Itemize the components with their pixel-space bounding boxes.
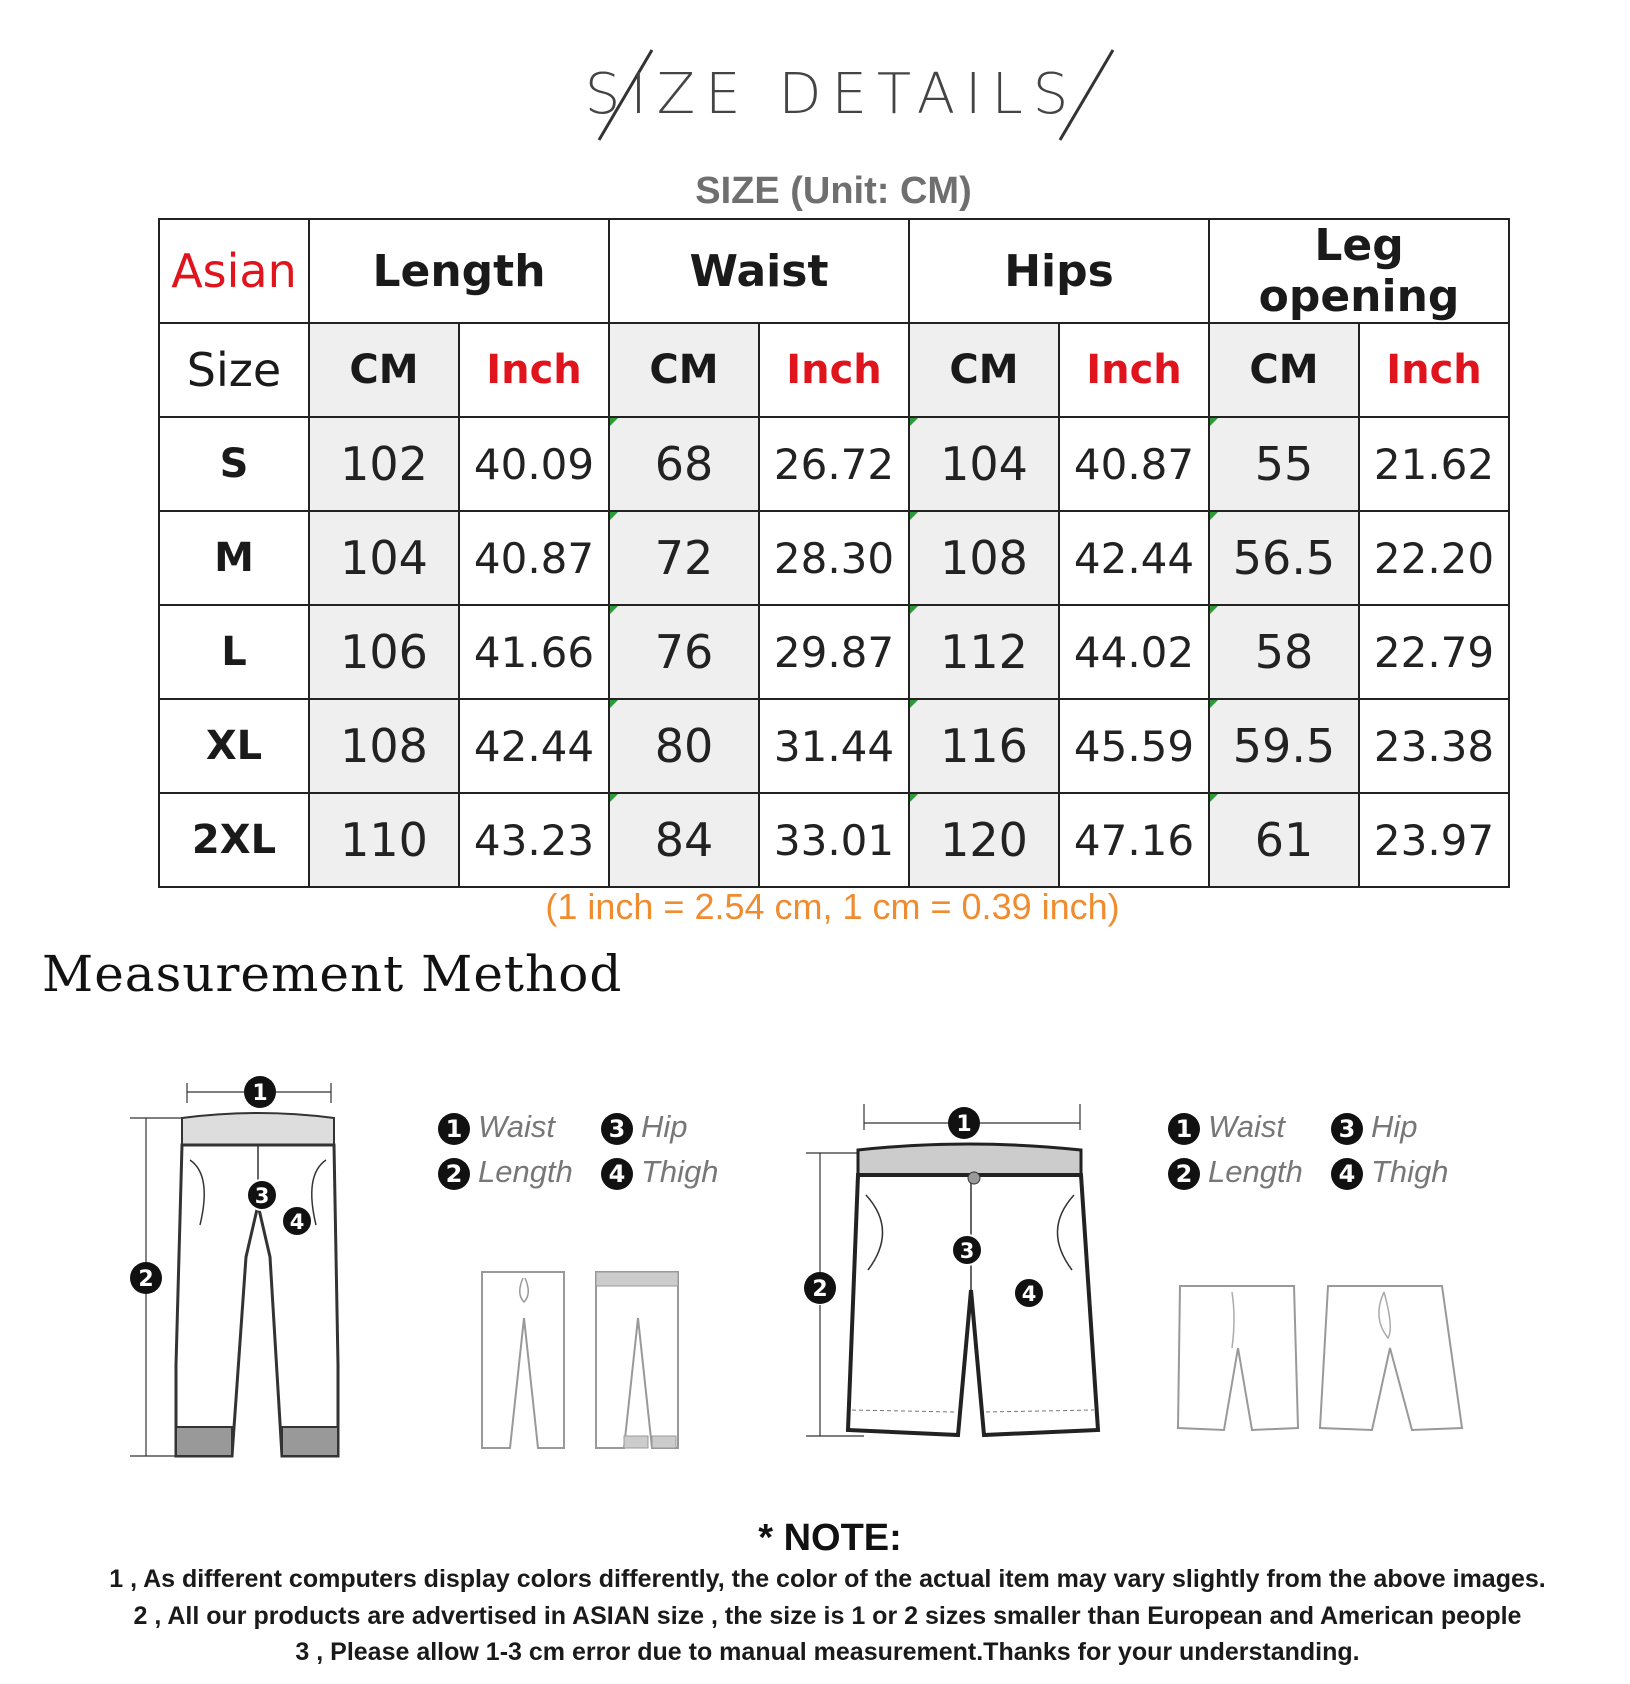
table-subheader-row — [159, 323, 1509, 417]
leg-opening-inch: 22.20 — [1359, 511, 1509, 605]
shorts-legend — [1168, 1109, 1468, 1199]
length-inch: 43.23 — [459, 793, 609, 887]
note-line-1: 1 , As different computers display colors differently, the color of the actual item may vary slightly from the above images. — [109, 1565, 1546, 1593]
waist-cm: 72 — [609, 511, 759, 605]
row-size-label: S — [159, 417, 309, 511]
waist-inch: 31.44 — [759, 699, 909, 793]
hips-inch: 40.87 — [1059, 417, 1209, 511]
length-cm: 106 — [309, 605, 459, 699]
subheader-inch: Inch — [759, 323, 909, 417]
table-row — [159, 417, 1509, 511]
row-size-label: L — [159, 605, 309, 699]
length-cm: 102 — [309, 417, 459, 511]
table-row — [159, 699, 1509, 793]
hips-cm: 104 — [909, 417, 1059, 511]
marker-4-icon — [1014, 1278, 1044, 1308]
hips-inch: 44.02 — [1059, 605, 1209, 699]
marker-2-icon — [130, 1262, 162, 1294]
measurement-method-title: Measurement Method — [42, 945, 623, 1003]
table-row — [159, 793, 1509, 887]
header-asian: Asian — [159, 219, 309, 323]
row-size-label: 2XL — [159, 793, 309, 887]
pants-thumbnails — [476, 1268, 686, 1458]
leg-opening-inch: 21.62 — [1359, 417, 1509, 511]
hips-inch: 47.16 — [1059, 793, 1209, 887]
legend-waist: 1 Waist — [438, 1109, 555, 1145]
hips-inch: 42.44 — [1059, 511, 1209, 605]
svg-text:4: 4 — [1021, 1282, 1037, 1306]
length-cm: 110 — [309, 793, 459, 887]
table-header-row — [159, 219, 1509, 323]
unit-title: SIZE (Unit: CM) — [695, 170, 972, 212]
size-details-header — [0, 40, 1630, 150]
conversion-note: (1 inch = 2.54 cm, 1 cm = 0.39 inch) — [545, 886, 1120, 927]
header-size: Size — [159, 323, 309, 417]
note-title: * NOTE: — [758, 1517, 902, 1559]
pants-legend — [438, 1109, 738, 1199]
shorts-measurement-diagram — [798, 1100, 1113, 1445]
length-inch: 41.66 — [459, 605, 609, 699]
leg-opening-inch: 22.79 — [1359, 605, 1509, 699]
length-inch: 40.87 — [459, 511, 609, 605]
marker-1-icon — [948, 1107, 980, 1139]
header-waist: Waist — [609, 219, 909, 323]
length-cm: 104 — [309, 511, 459, 605]
waist-cm: 76 — [609, 605, 759, 699]
table-row — [159, 605, 1509, 699]
leg-opening-inch: 23.38 — [1359, 699, 1509, 793]
pants-measurement-diagram — [120, 1075, 360, 1470]
svg-text:2: 2 — [812, 1277, 828, 1302]
svg-text:2: 2 — [138, 1267, 154, 1292]
svg-text:1: 1 — [956, 1112, 972, 1137]
waist-inch: 29.87 — [759, 605, 909, 699]
marker-2-icon — [804, 1272, 836, 1304]
leg-opening-inch: 23.97 — [1359, 793, 1509, 887]
legend-hip: 3 Hip — [1331, 1109, 1418, 1145]
leg-opening-cm: 59.5 — [1209, 699, 1359, 793]
hips-cm: 120 — [909, 793, 1059, 887]
subheader-cm: CM — [1209, 323, 1359, 417]
svg-text:3: 3 — [959, 1239, 975, 1263]
length-inch: 42.44 — [459, 699, 609, 793]
leg-opening-cm: 56.5 — [1209, 511, 1359, 605]
waist-cm: 80 — [609, 699, 759, 793]
legend-thigh: 4 Thigh — [601, 1154, 719, 1190]
legend-length: 2 Length — [1168, 1154, 1303, 1190]
hips-cm: 108 — [909, 511, 1059, 605]
subheader-cm: CM — [909, 323, 1059, 417]
waist-cm: 84 — [609, 793, 759, 887]
subheader-inch: Inch — [1059, 323, 1209, 417]
note-line-2: 2 , All our products are advertised in ASIAN size , the size is 1 or 2 sizes smaller than European and American people — [133, 1602, 1522, 1630]
svg-text:1: 1 — [252, 1081, 268, 1106]
legend-waist: 1 Waist — [1168, 1109, 1285, 1145]
leg-opening-cm: 55 — [1209, 417, 1359, 511]
hips-cm: 112 — [909, 605, 1059, 699]
header-length: Length — [309, 219, 609, 323]
waist-inch: 28.30 — [759, 511, 909, 605]
waist-inch: 26.72 — [759, 417, 909, 511]
table-row — [159, 511, 1509, 605]
subheader-cm: CM — [609, 323, 759, 417]
waist-inch: 33.01 — [759, 793, 909, 887]
subheader-inch: Inch — [459, 323, 609, 417]
leg-opening-cm: 58 — [1209, 605, 1359, 699]
marker-3-icon — [247, 1180, 277, 1210]
marker-3-icon — [952, 1235, 982, 1265]
subheader-inch: Inch — [1359, 323, 1509, 417]
shorts-thumbnails — [1172, 1278, 1472, 1438]
legend-thigh: 4 Thigh — [1331, 1154, 1449, 1190]
size-table — [158, 218, 1510, 888]
row-size-label: XL — [159, 699, 309, 793]
row-size-label: M — [159, 511, 309, 605]
legend-length: 2 Length — [438, 1154, 573, 1190]
svg-text:4: 4 — [289, 1210, 305, 1234]
marker-4-icon — [282, 1206, 312, 1236]
leg-opening-cm: 61 — [1209, 793, 1359, 887]
header-leg-opening: Leg opening — [1209, 219, 1509, 323]
note-line-3: 3 , Please allow 1-3 cm error due to manual measurement.Thanks for your understanding. — [295, 1638, 1360, 1666]
hips-cm: 116 — [909, 699, 1059, 793]
svg-text:3: 3 — [254, 1184, 270, 1208]
legend-hip: 3 Hip — [601, 1109, 688, 1145]
header-hips: Hips — [909, 219, 1209, 323]
page-title: SIZE DETAILS — [584, 62, 1079, 127]
length-cm: 108 — [309, 699, 459, 793]
marker-1-icon — [244, 1076, 276, 1108]
hips-inch: 45.59 — [1059, 699, 1209, 793]
length-inch: 40.09 — [459, 417, 609, 511]
waist-cm: 68 — [609, 417, 759, 511]
subheader-cm: CM — [309, 323, 459, 417]
